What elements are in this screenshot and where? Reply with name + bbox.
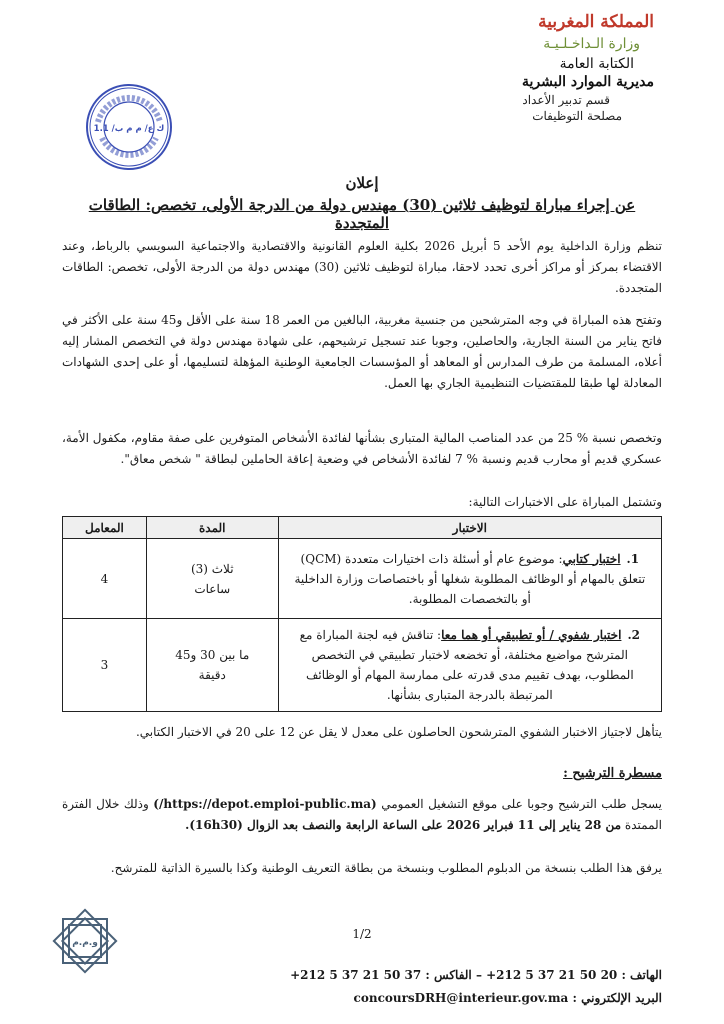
table-row xyxy=(63,539,662,619)
candidacy-paragraph xyxy=(62,794,662,836)
email-label: البريد الإلكتروني : xyxy=(568,991,662,1005)
footer-logo-text: و.م.م xyxy=(72,938,98,948)
exam-name: اختبار كتابي xyxy=(562,551,621,566)
email-address[interactable]: concoursDRH@interieur.gov.ma xyxy=(353,991,569,1005)
exam-number: 1. xyxy=(626,551,640,566)
phone-number: +212 5 37 21 50 20 xyxy=(486,968,618,982)
exams-table xyxy=(62,516,662,712)
oral-eligibility-paragraph: يتأهل لاجتياز الاختبار الشفوي المترشحون الحاصلون على معدل لا يقل عن 12 على 20 في الاختبار الكتابي. xyxy=(135,725,662,739)
candidacy-title: مسطرة الترشيح : xyxy=(563,766,662,781)
letterhead xyxy=(422,12,662,123)
exam-body: : موضوع عام أو أسئلة ذات اختيارات متعددة (QCM) تتعلق بالمهام أو الوظائف المطلوبة شغلها أو باختصاصات وزارة الداخلية أو بالتخصصات المطلوبة. xyxy=(294,551,646,606)
stamp-inner-text: ك ع/ م م ب/ 1.1 xyxy=(93,124,165,134)
duration-line: دقيقة xyxy=(198,668,226,682)
footer-logo xyxy=(50,906,120,976)
announcement-title: عن إجراء مباراة لتوظيف ثلاثين (30) مهندس دولة من الدرجة الأولى، تخصص: الطاقات المتجددة xyxy=(88,196,636,232)
directorate-name: مديرية الموارد البشرية xyxy=(522,74,654,90)
page-number: 1/2 xyxy=(352,927,372,941)
header-exam: الاختبار xyxy=(278,517,661,539)
duration-line: ما بين 30 و45 xyxy=(175,648,250,662)
table-header-row xyxy=(63,517,662,539)
secretariat-name: الكتابة العامة xyxy=(559,56,634,72)
announcement-label: إعلان xyxy=(345,174,379,192)
duration-line: ساعات xyxy=(194,581,231,596)
division-name: قسم تدبير الأعداد xyxy=(522,93,610,107)
header-duration: المدة xyxy=(146,517,278,539)
service-name: مصلحة التوظيفات xyxy=(532,109,622,123)
exam-coefficient: 4 xyxy=(63,539,147,619)
registration-link[interactable]: (https://depot.emploi-public.ma/) xyxy=(153,797,377,811)
intro-paragraph: تنظم وزارة الداخلية يوم الأحد 5 أبريل 2026 بكلية العلوم القانونية والاقتصادية والاجتماعية السويسي بالرباط، وعند الاقتضاء بمركز أو مراكز أخرى تحدد لاحقا، مباراة لتوظيف ثلاثين (30) مهندس دولة من الدرجة الأولى، تخصص: الطاقات المتجددة. xyxy=(62,239,662,295)
fax-label: – الفاكس : xyxy=(421,968,487,982)
contact-email xyxy=(354,991,662,1005)
ministry-name: وزارة الـداخـلـيـة xyxy=(543,36,640,52)
exam-duration xyxy=(146,619,278,712)
exam-description xyxy=(278,539,661,619)
ministry-stamp xyxy=(84,82,174,172)
candidacy-text: يسجل طلب الترشيح وجوبا على موقع التشغيل العمومي xyxy=(376,797,662,811)
exam-description xyxy=(278,619,661,712)
candidacy-period: من 28 يناير إلى 11 فبراير 2026 على الساعة الرابعة والنصف بعد الزوال (16h30). xyxy=(185,818,622,832)
contact-phone-fax xyxy=(290,968,662,982)
table-row xyxy=(63,619,662,712)
attachments-paragraph: يرفق هذا الطلب بنسخة من الدبلوم المطلوب وبنسخة من بطاقة التعريف الوطنية وكذا بالسيرة الذاتية للمترشح. xyxy=(110,861,662,875)
phone-label: الهاتف : xyxy=(617,968,662,982)
header-coefficient: المعامل xyxy=(63,517,147,539)
exam-body: : تناقش فيه لجنة المباراة مع المترشح مواضيع مختلفة، أو تخضعه لاختبار تطبيقي في التخصص المطلوب، بهدف تقييم مدى قدرته على ممارسة المهام أو الوظائف المرتبطة بالدرجة المتبارى بشأنها. xyxy=(299,628,634,702)
exam-duration xyxy=(146,539,278,619)
duration-line: ثلاث (3) xyxy=(190,561,234,576)
eligibility-paragraph: وتفتح هذه المباراة في وجه المترشحين من جنسية مغربية، البالغين من العمر 18 سنة على الأقل و45 سنة على الأكثر في فاتح يناير من السنة الجارية، والحاصلين، وجوبا عند تسجيل ترشيحهم، على شهادة مهندس دولة في التخصص المشار إليه أعلاه، المسلمة من طرف المدارس أو المعاهد أو المؤسسات الجامعية الوطنية المؤهلة لتسليمها، أو على إحدى الشهادات المعادلة لها طبقا للمقتضيات التنظيمية الجاري بها العمل. xyxy=(62,313,663,390)
exam-coefficient: 3 xyxy=(63,619,147,712)
quota-paragraph: وتخصص نسبة % 25 من عدد المناصب المالية المتبارى بشأنها لفائدة الأشخاص المتوفرين على صفة مقاوم، مكفول الأمة، عسكري قديم أو محارب قديم ونسبة % 7 لفائدة الأشخاص في وضعية إعاقة الحاملين لبطاقة " شخص معاق". xyxy=(62,431,662,466)
exam-number: 2. xyxy=(627,628,640,642)
exams-intro: وتشتمل المباراة على الاختبارات التالية: xyxy=(468,495,662,509)
candidacy-text: وذلك خلال الفترة الممتدة xyxy=(62,797,662,832)
fax-number: +212 5 37 21 50 37 xyxy=(290,968,422,982)
exam-name: اختبار شفوي / أو تطبيقي أو هما معا xyxy=(441,628,622,642)
kingdom-name: المملكة المغربية xyxy=(538,12,654,32)
